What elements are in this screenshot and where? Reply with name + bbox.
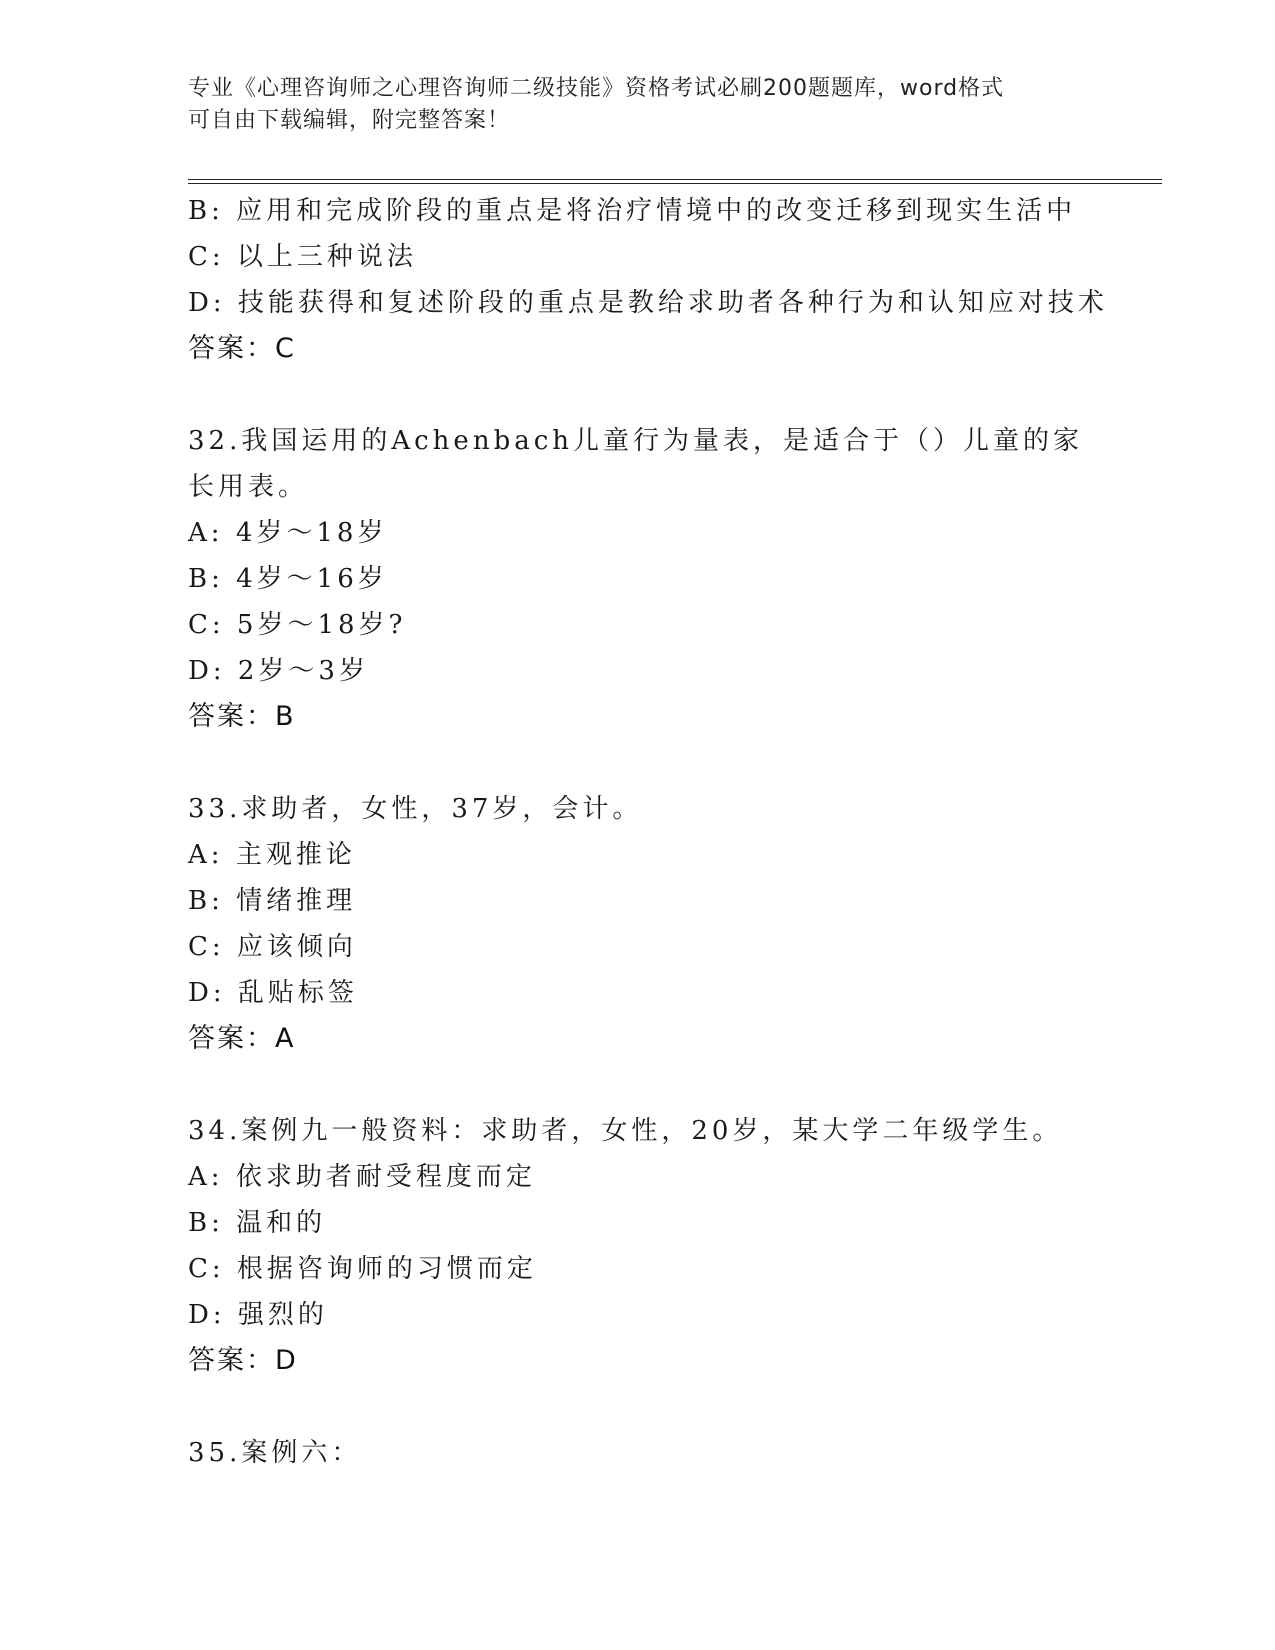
header-divider-top [188,179,1162,180]
option-c [188,234,1088,280]
question-stem: 32.我国运用的Achenbach儿童行为量表，是适合于（）儿童的家长用表。 [188,426,1084,502]
spacer [188,1384,1088,1430]
option-c [188,924,1088,970]
question-31-tail [188,188,1108,372]
option-c [188,1246,1088,1292]
option-label: C: [188,1254,225,1284]
option-b [188,188,1088,234]
option-a [188,1154,1088,1200]
option-a [188,510,1088,556]
option-text: 根据咨询师的习惯而定 [236,1254,537,1284]
option-c [188,602,1088,648]
option-text: 依求助者耐受程度而定 [235,1162,536,1192]
question-35 [188,1430,1088,1476]
option-text: 强烈的 [237,1300,328,1330]
spacer [188,1062,1088,1108]
option-label: B: [188,196,224,226]
header-line-2: 可自由下载编辑，附完整答案！ [188,108,511,133]
option-text: 乱贴标签 [237,978,358,1008]
question-list [188,188,1108,1476]
answer-line: 答案：C [188,333,296,364]
option-label: A: [188,1162,224,1192]
question-34 [188,1108,1088,1384]
question-stem: 33.求助者，女性，37岁，会计。 [188,794,643,824]
option-b [188,1200,1088,1246]
option-text: 2岁～3岁 [237,656,369,686]
option-label: A: [188,840,224,870]
option-b [188,878,1088,924]
option-d [188,970,1088,1016]
spacer [188,372,1088,418]
answer-line: 答案：D [188,1345,298,1376]
option-text: 5岁～18岁? [236,610,407,640]
option-a [188,832,1088,878]
option-b [188,556,1088,602]
option-d [188,648,1088,694]
option-label: C: [188,610,225,640]
option-label: A: [188,518,224,548]
option-label: D: [188,1300,226,1330]
option-text: 温和的 [236,1208,327,1238]
option-label: B: [188,564,224,594]
option-d [188,1292,1088,1338]
document-header [188,73,1088,137]
option-text: 应用和完成阶段的重点是将治疗情境中的改变迁移到现实生活中 [236,196,1077,226]
option-d [188,280,1108,326]
question-stem: 34.案例九一般资料：求助者，女性，20岁，某大学二年级学生。 [188,1116,1063,1146]
option-text: 主观推论 [235,840,356,870]
option-text: 情绪推理 [236,886,357,916]
option-text: 4岁～16岁 [236,564,388,594]
question-32 [188,418,1088,740]
option-label: C: [188,242,225,272]
answer-line: 答案：B [188,701,296,732]
option-label: B: [188,1208,224,1238]
option-label: B: [188,886,224,916]
header-divider-bottom [188,183,1162,184]
option-label: C: [188,932,225,962]
option-label: D: [188,978,226,1008]
option-label: D: [188,656,226,686]
question-stem: 35.案例六： [188,1438,362,1468]
option-text: 应该倾向 [236,932,357,962]
answer-line: 答案：A [188,1023,296,1054]
option-text: 以上三种说法 [236,242,417,272]
question-33 [188,786,1088,1062]
header-line-1: 专业《心理咨询师之心理咨询师二级技能》资格考试必刷200题题库，word格式 [188,76,1005,101]
option-label: D: [188,288,226,318]
option-text: 4岁～18岁 [235,518,388,548]
option-text: 技能获得和复述阶段的重点是教给求助者各种行为和认知应对技术 [237,288,1108,318]
spacer [188,740,1088,786]
